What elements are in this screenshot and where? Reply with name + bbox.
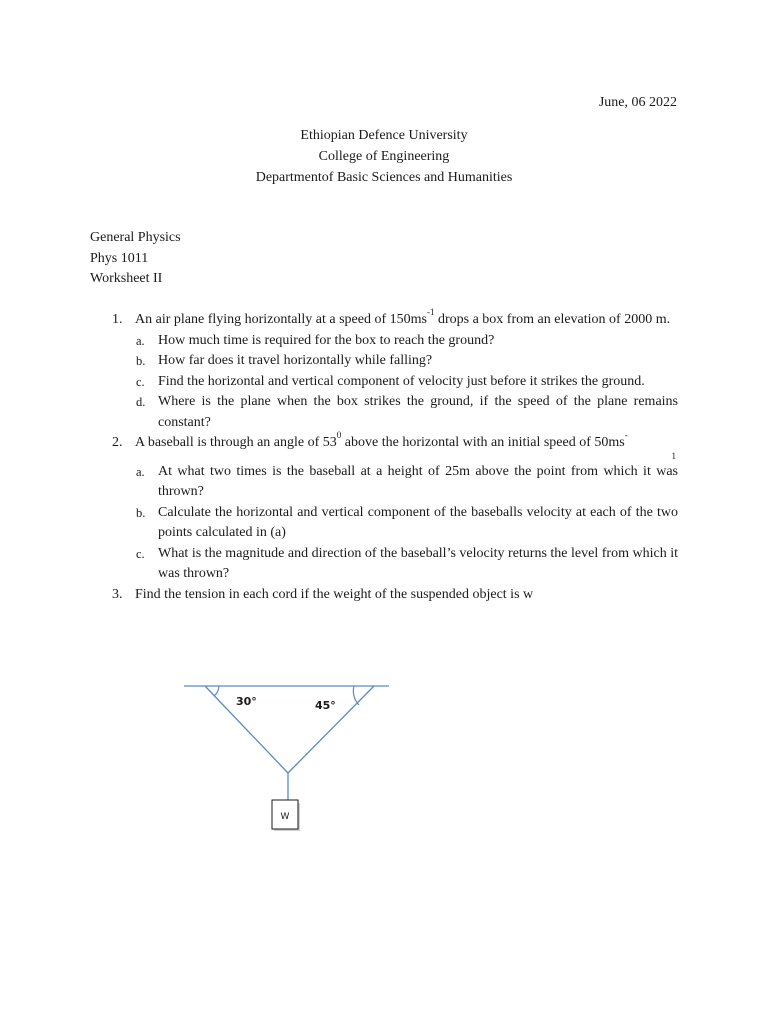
question-number: 2. (112, 435, 123, 450)
angle-arc-left (214, 686, 219, 696)
question-text: Find the tension in each cord if the weight of the suspended object is w (135, 586, 534, 602)
subquestion-1d (90, 392, 678, 433)
date-line: June, 06 2022 (598, 95, 677, 110)
subquestion-text: Calculate the horizontal and vertical component of the baseballs velocity at each of the two points calculated in (a) (158, 504, 678, 540)
question-text-cont: above the horizontal with an initial speed of 50ms (341, 435, 625, 450)
subquestion-2b (90, 503, 678, 544)
subquestion-text: Where is the plane when the box strikes the ground, if the speed of the plane remains constant? (158, 394, 678, 430)
question-number: 1. (112, 312, 123, 327)
superscript: -1 (426, 307, 435, 318)
university-name: Ethiopian Defence University (300, 128, 468, 143)
question-1 (90, 307, 678, 331)
subquestion-text: What is the magnitude and direction of the baseball’s velocity returns the level from which it was thrown? (158, 545, 678, 581)
question-2 (90, 430, 678, 462)
course-code: Phys 1011 (90, 250, 149, 266)
question-list (90, 307, 678, 605)
question-text: A baseball is through an angle of 53 (135, 435, 337, 450)
angle-label-left: 30° (236, 695, 257, 708)
course-name: General Physics (90, 230, 181, 245)
subquestion-letter: b. (136, 505, 146, 520)
subquestion-text: Find the horizontal and vertical component of velocity just before it strikes the ground. (158, 373, 645, 389)
wrapped-exponent: 1 (671, 450, 676, 461)
subquestion-letter: a. (136, 464, 145, 479)
college-name: College of Engineering (318, 149, 450, 164)
subquestion-2a (90, 462, 678, 503)
tension-diagram (180, 675, 395, 835)
weight-label: W (280, 812, 290, 822)
question-3 (90, 585, 678, 606)
angle-label-right: 45° (315, 699, 336, 712)
worksheet-title: Worksheet II (90, 271, 163, 286)
subquestion-letter: c. (136, 374, 145, 389)
subquestion-1c (90, 372, 678, 393)
subquestion-text: At what two times is the baseball at a height of 25m above the point from which it was thrown? (158, 463, 678, 499)
document-header (0, 125, 768, 188)
department-name: Departmentof Basic Sciences and Humanities (255, 170, 513, 185)
question-text-cont: drops a box from an elevation of 2000 m. (434, 312, 671, 327)
subquestion-1b (90, 351, 678, 372)
subquestion-text: How far does it travel horizontally while falling? (158, 353, 433, 368)
question-number: 3. (112, 586, 123, 602)
subquestion-letter: b. (136, 354, 146, 368)
superscript: 0 (336, 430, 342, 441)
subquestion-letter: c. (136, 546, 145, 561)
subquestion-2c (90, 544, 678, 585)
subquestion-letter: d. (136, 395, 146, 409)
subquestion-text: How much time is required for the box to reach the ground? (158, 332, 495, 348)
superscript-2: - (624, 430, 628, 441)
subquestion-letter: a. (136, 333, 145, 348)
question-text: An air plane flying horizontally at a speed of 150ms (135, 312, 427, 327)
subquestion-1a (90, 331, 678, 352)
course-info (90, 228, 181, 290)
